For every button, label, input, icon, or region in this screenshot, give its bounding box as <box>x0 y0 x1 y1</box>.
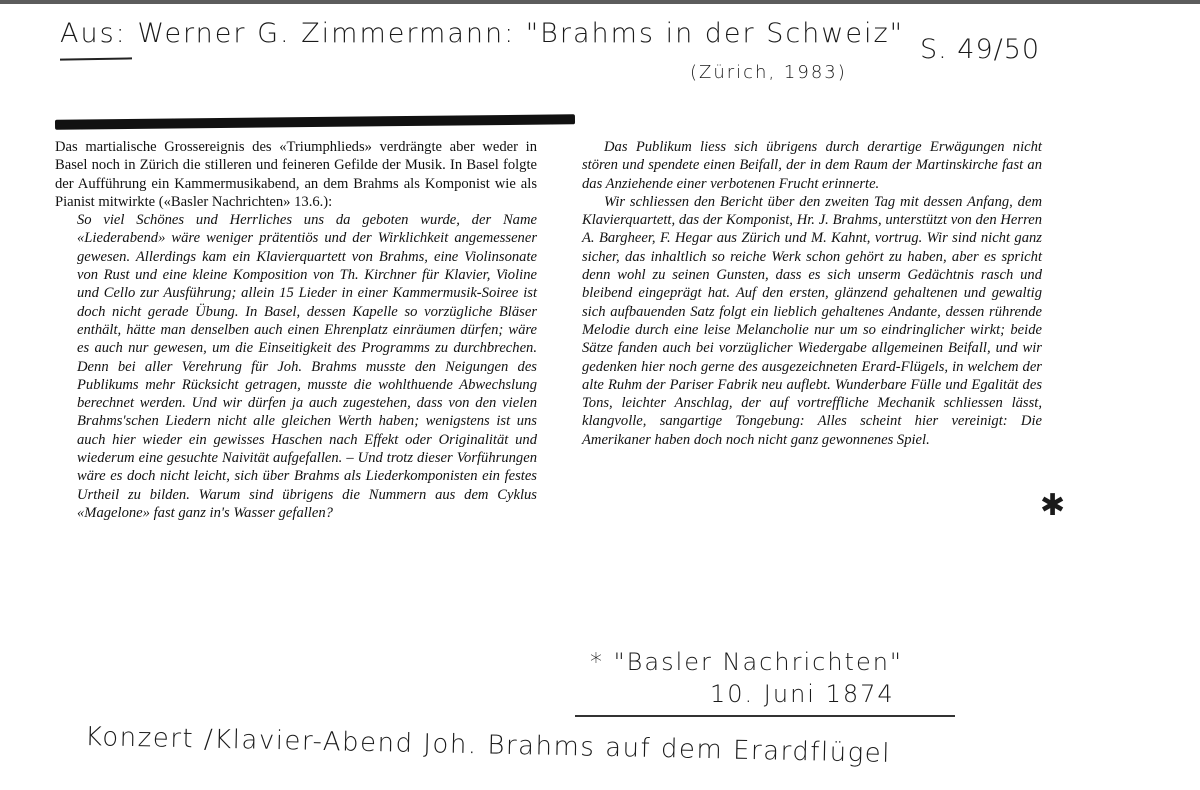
intro-paragraph: Das martialische Grossereignis des «Triumphlieds» verdrängte aber weder in Basel noch in Zürich die stilleren und feineren Gefilde der Musik. In Basel folgte der Aufführung ein Kammermusikabend, an dem Brahms als Komponist wie als Pianist mitwirkte («Basler Nachrichten» 13.6.): <box>55 139 537 210</box>
quoted-review: So viel Schönes und Herrliches uns da geboten wurde, der Name «Liederabend» wäre weniger prätentiös und der Wirklichkeit angemessener gewesen. Allerdings kam ein Klavierquartett von Brahms, eine Violinsonate von Rust und eine kleine Komposition von Th. Kirchner für Klavier, Violine und Cello zur Ausführung; allein 15 Lieder in einer Kammermusik-Soiree ist doch nicht gerade Übung. In Basel, dessen Kapelle so vorzügliche Bläser enthält, hätte man denselben auch einen Ehrenplatz einräumen dürfen; wäre es auch nur gewesen, um die Einseitigkeit des Programms zu durchbrechen. Denn bei aller Verehrung für Joh. Brahms musste den Neigungen des Publikums mehr Rücksicht getragen, musste die wohlthuende Abwechslung berechnet werden. Und wir dürfen ja auch zugestehen, dass von den vielen Brahms'schen Liedern nicht alle gleichen Werth haben; wenigstens ist uns auch hier wieder ein gewisses Haschen nach Effekt oder Originalität und wiederum eine gesuchte Naivität aufgefallen. – Und trotz dieser Vorführungen wäre es doch nicht leicht, sich über Brahms als Liederkomponisten ein festes Urtheil zu bilden. Warum sind übrigens die Nummern aus dem Cyklus «Magelone» fast ganz in's Wasser gefallen? <box>77 212 537 521</box>
clipping-top-bar <box>55 114 575 129</box>
source-newspaper: * "Basler Nachrichten" <box>590 648 903 676</box>
citation-handwritten: Aus: Werner G. Zimmermann: "Brahms in der Schweiz" <box>60 18 905 49</box>
handwritten-caption: Konzert /Klavier-Abend Joh. Brahms auf dem Erardflügel <box>84 722 892 769</box>
citation-underline <box>60 57 132 60</box>
asterisk-mark: ✱ <box>1040 488 1066 523</box>
place-year: (Zürich, 1983) <box>690 62 847 83</box>
article-left-column <box>55 138 537 522</box>
page-reference: S. 49/50 <box>920 34 1041 65</box>
top-border <box>0 0 1200 4</box>
handwritten-rule <box>575 715 955 717</box>
right-paragraph-1: Das Publikum liess sich übrigens durch derartige Erwägungen nicht stören und spendete einen Beifall, der in dem Raum der Martinskirche fast an das Anziehende einer verbotenen Frucht erinnerte. <box>582 139 1042 192</box>
source-date: 10. Juni 1874 <box>710 680 895 708</box>
article-right-column <box>582 138 1042 449</box>
right-paragraph-2: Wir schliessen den Bericht über den zweiten Tag mit dessen Anfang, dem Klavierquartett, das der Komponist, Hr. J. Brahms, unterstützt von den Herren A. Bargheer, F. Hegar aus Zürich und M. Kahnt, vortrug. Wir sind nicht ganz sicher, das inhaltlich so reiche Werk schon gehört zu haben, aber es spricht denn wohl zu seinen Gunsten, dass es sich unserm Gedächtnis rasch und bleibend eingeprägt hat. Auf den ersten, glänzend gehaltenen und gewaltig sich aufbauenden Satz folgt ein lieblich gehaltenes Andante, dessen rührende Melodie durch eine leise Melancholie nur um so eindringlicher wirkt; beide Sätze fanden auch bei vorzüglicher Wiedergabe allgemeinen Beifall, und wir gedenken hier noch gerne des ausgezeichneten Erard-Flügels, in welchem der alte Ruhm der Pariser Fabrik neu auflebt. Wunderbare Fülle und Egalität des Tons, leichter Anschlag, der auf vortreffliche Mechanik schliessen lässt, klangvolle, sangartige Tongebung: Alles scheint hier vereinigt: Die Amerikaner haben doch noch nicht ganz gewonnenes Spiel. <box>582 193 1042 448</box>
